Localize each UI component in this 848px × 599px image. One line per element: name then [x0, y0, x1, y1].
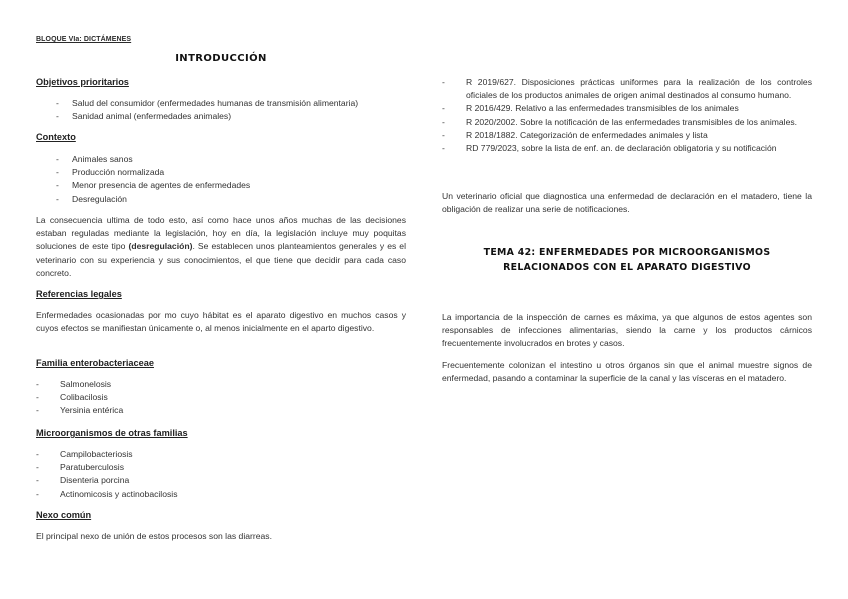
list-item: - RD 779/2023, sobre la lista de enf. an. de declaración obligatoria y su notificación: [442, 143, 777, 154]
list-item: - Desregulación: [56, 193, 127, 204]
list-regulations: [442, 76, 812, 155]
tema-title-line-2: RELACIONADOS CON EL APARATO DIGESTIVO: [503, 262, 751, 273]
list-item: - R 2018/1882. Categorización de enfermedades animales y lista: [442, 129, 708, 140]
list-item: - Menor presencia de agentes de enfermedades: [56, 180, 251, 191]
list-otras-familias: [36, 448, 406, 501]
heading-otras-familias: Microorganismos de otras familias: [36, 428, 188, 438]
list-item: - Sanidad animal (enfermedades animales): [56, 111, 232, 122]
heading-familia: Familia enterobacteriaceae: [36, 358, 154, 368]
page-title: INTRODUCCIÓN: [175, 53, 267, 64]
list-item: - Campilobacteriosis: [36, 449, 133, 459]
list-item: - R 2019/627. Disposiciones prácticas uniformes para la realización de los controles oficiales de los productos animales de origen animal destinados al consumo humano.: [442, 77, 812, 101]
paragraph-importancia: La importancia de la inspección de carnes es máxima, ya que algunos de estos agentes son responsables de infecciones alimentarias, siendo la carne y los productos cárnicos frecuentemente involucrados en brotes y casos.: [442, 312, 812, 349]
list-item: - Colibacilosis: [36, 392, 108, 403]
paragraph-frecuentemente: Frecuentemente colonizan el intestino u otros órganos sin que el animal muestre signos de enfermedad, pasando a contaminar la superficie de la canal y las vísceras en el matadero.: [442, 360, 812, 384]
list-contexto: [36, 153, 406, 206]
list-familia: [36, 378, 406, 418]
tema-title-line-1: TEMA 42: ENFERMEDADES POR MICROORGANISMOS: [483, 247, 771, 258]
list-item: - Paratuberculosis: [36, 462, 125, 473]
block-label: BLOQUE VIa: DICTÁMENES: [36, 36, 132, 43]
list-item: - R 2020/2002. Sobre la notificación de las enfermedades transmisibles de los animales.: [442, 116, 798, 127]
list-item: - Producción normalizada: [56, 167, 165, 178]
heading-nexo: Nexo común: [36, 510, 92, 520]
list-item: - Actinomicosis y actinobacilosis: [36, 488, 178, 499]
list-item: - R 2016/429. Relativo a las enfermedades transmisibles de los animales: [442, 103, 739, 114]
paragraph-veterinario: Un veterinario oficial que diagnostica una enfermedad de declaración en el matadero, tiene la obligación de realizar una serie de notificaciones.: [442, 191, 812, 215]
heading-contexto: Contexto: [36, 132, 76, 142]
paragraph-nexo: El principal nexo de unión de estos procesos son las diarreas.: [36, 531, 272, 541]
heading-objetivos: Objetivos prioritarios: [36, 77, 129, 87]
list-item: - Salmonelosis: [36, 379, 112, 389]
list-item: - Salud del consumidor (enfermedades humanas de transmisión alimentaria): [56, 98, 359, 108]
list-item: - Animales sanos: [56, 154, 133, 164]
heading-referencias: Referencias legales: [36, 289, 122, 299]
list-objetivos: [36, 97, 406, 123]
paragraph-referencias: Enfermedades ocasionadas por mo cuyo hábitat es el aparato digestivo en muchos casos y cuyos efectos se manifiestan únicamente o, al menos inicialmente en el aparto digestivo.: [36, 310, 406, 334]
paragraph-contexto: La consecuencia ultima de todo esto, así como hace unos años muchas de las decisiones estaban reguladas mediante la legislación, hoy en día, la legislación incluye muy poquitas soluciones de este tipo (desregulación). Se establecen unos planteamientos generales y es el veterinario con su experiencia y sus conocimientos, el que tiene que decidir para cada caso concreto.: [36, 215, 406, 278]
list-item: - Yersinia entérica: [36, 405, 124, 416]
list-item: - Disenteria porcina: [36, 475, 130, 486]
section-title-tema-42: [442, 245, 812, 275]
